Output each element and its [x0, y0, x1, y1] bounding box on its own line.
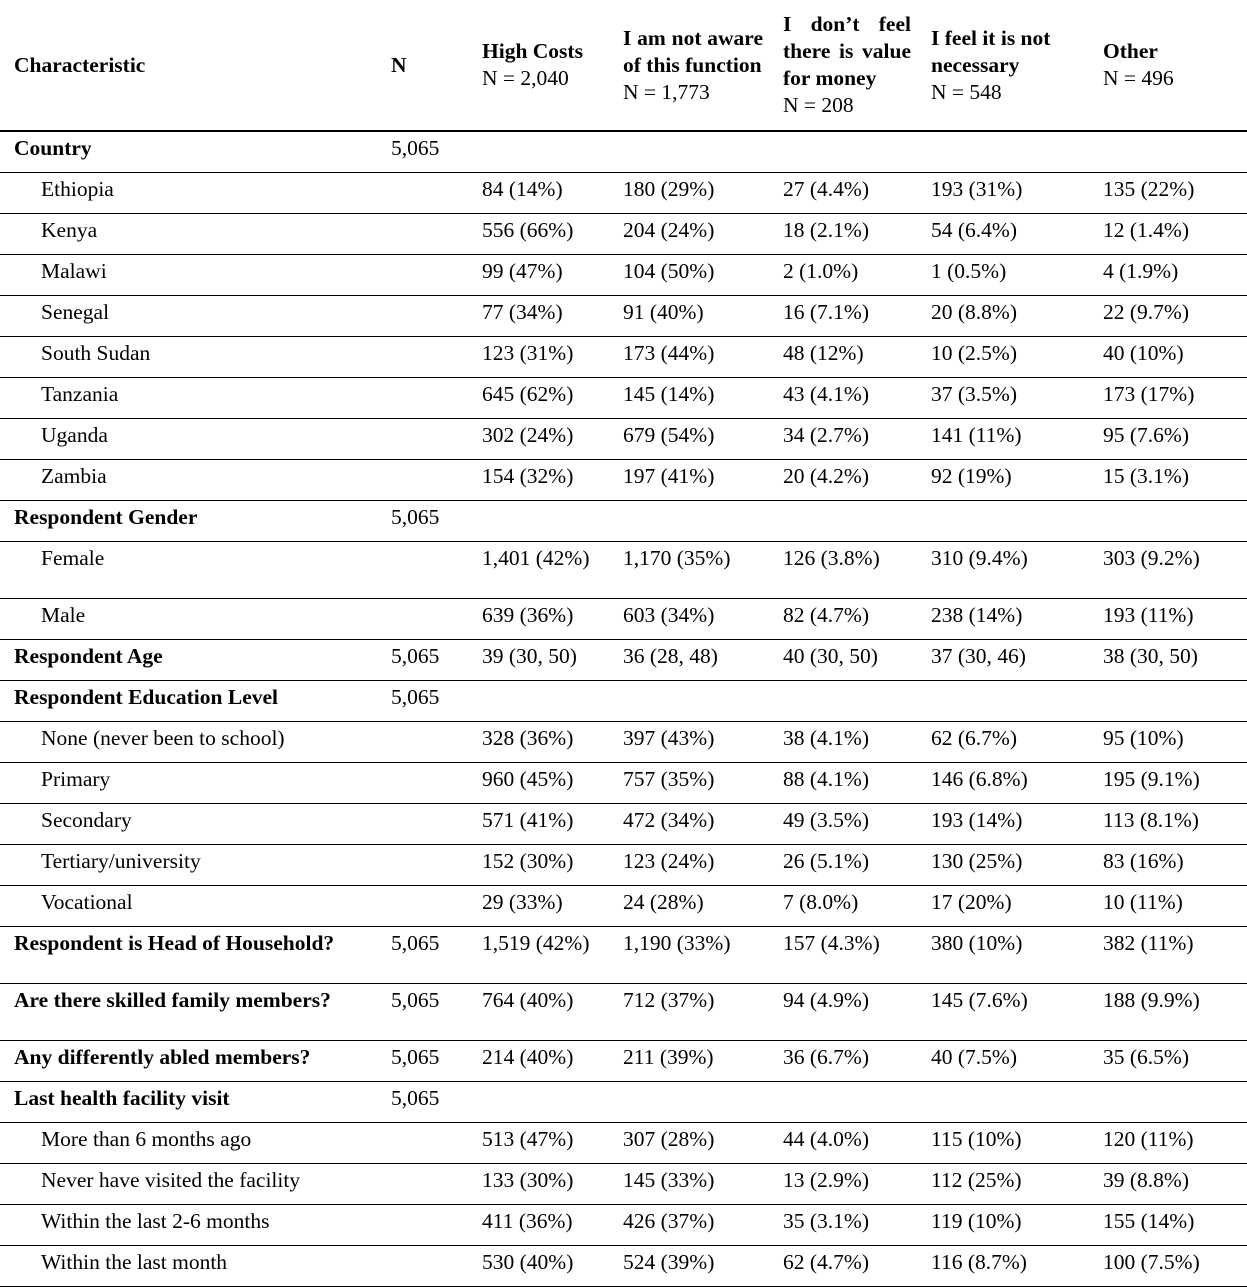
n-cell: 5,065: [377, 1081, 468, 1122]
table-row: [0, 598, 1247, 639]
value-cell: 120 (11%): [1089, 1122, 1247, 1163]
group-label: Respondent Education Level: [0, 680, 377, 721]
value-cell: 195 (9.1%): [1089, 762, 1247, 803]
value-cell: 712 (37%): [609, 983, 769, 1040]
n-cell: [377, 1204, 468, 1245]
n-cell: [377, 803, 468, 844]
group-label: Any differently abled members?: [0, 1040, 377, 1081]
value-cell: 43 (4.1%): [769, 377, 917, 418]
value-cell: 27 (4.4%): [769, 172, 917, 213]
value-cell: [917, 500, 1089, 541]
row-label: Ethiopia: [0, 172, 377, 213]
n-cell: [377, 721, 468, 762]
value-cell: [917, 131, 1089, 172]
value-cell: 126 (3.8%): [769, 541, 917, 598]
value-cell: 62 (4.7%): [769, 1245, 917, 1286]
value-cell: 115 (10%): [917, 1122, 1089, 1163]
value-cell: 472 (34%): [609, 803, 769, 844]
n-cell: [377, 844, 468, 885]
value-cell: [769, 131, 917, 172]
value-cell: 123 (24%): [609, 844, 769, 885]
row-label: Within the last month: [0, 1245, 377, 1286]
value-cell: 426 (37%): [609, 1204, 769, 1245]
n-cell: [377, 336, 468, 377]
value-cell: 39 (30, 50): [468, 639, 609, 680]
value-cell: 119 (10%): [917, 1204, 1089, 1245]
value-cell: 40 (10%): [1089, 336, 1247, 377]
value-cell: 24 (28%): [609, 885, 769, 926]
value-cell: 112 (25%): [917, 1163, 1089, 1204]
value-cell: 193 (14%): [917, 803, 1089, 844]
table-row: [0, 1163, 1247, 1204]
value-cell: 22 (9.7%): [1089, 295, 1247, 336]
value-cell: [468, 680, 609, 721]
header-high-costs: High Costs N = 2,040: [468, 0, 609, 131]
value-cell: [769, 500, 917, 541]
value-cell: 26 (5.1%): [769, 844, 917, 885]
table-group-row: [0, 680, 1247, 721]
n-cell: [377, 295, 468, 336]
value-cell: 13 (2.9%): [769, 1163, 917, 1204]
table-row: [0, 721, 1247, 762]
value-cell: [769, 680, 917, 721]
table-row: [0, 336, 1247, 377]
value-cell: 603 (34%): [609, 598, 769, 639]
row-label: None (never been to school): [0, 721, 377, 762]
value-cell: 95 (10%): [1089, 721, 1247, 762]
value-cell: 82 (4.7%): [769, 598, 917, 639]
value-cell: 302 (24%): [468, 418, 609, 459]
row-label: Kenya: [0, 213, 377, 254]
value-cell: [917, 680, 1089, 721]
value-cell: 145 (7.6%): [917, 983, 1089, 1040]
table-row: [0, 541, 1247, 598]
table-row: [0, 418, 1247, 459]
group-label: Respondent Gender: [0, 500, 377, 541]
value-cell: 38 (30, 50): [1089, 639, 1247, 680]
value-cell: 84 (14%): [468, 172, 609, 213]
value-cell: 91 (40%): [609, 295, 769, 336]
table-row: [0, 885, 1247, 926]
table-header: [0, 0, 1247, 131]
row-label: More than 6 months ago: [0, 1122, 377, 1163]
group-label: Respondent Age: [0, 639, 377, 680]
value-cell: 1,401 (42%): [468, 541, 609, 598]
n-cell: [377, 459, 468, 500]
value-cell: 197 (41%): [609, 459, 769, 500]
value-cell: 48 (12%): [769, 336, 917, 377]
value-cell: 95 (7.6%): [1089, 418, 1247, 459]
table-group-row: [0, 131, 1247, 172]
value-cell: [1089, 1081, 1247, 1122]
table-row: [0, 295, 1247, 336]
value-cell: [468, 500, 609, 541]
n-cell: 5,065: [377, 926, 468, 983]
n-cell: [377, 885, 468, 926]
value-cell: [609, 680, 769, 721]
value-cell: 188 (9.9%): [1089, 983, 1247, 1040]
value-cell: 62 (6.7%): [917, 721, 1089, 762]
value-cell: 44 (4.0%): [769, 1122, 917, 1163]
value-cell: 310 (9.4%): [917, 541, 1089, 598]
header-not-necessary: I feel it is not necessary N = 548: [917, 0, 1089, 131]
value-cell: 7 (8.0%): [769, 885, 917, 926]
value-cell: 54 (6.4%): [917, 213, 1089, 254]
value-cell: 193 (31%): [917, 172, 1089, 213]
value-cell: 113 (8.1%): [1089, 803, 1247, 844]
value-cell: 40 (30, 50): [769, 639, 917, 680]
value-cell: 145 (14%): [609, 377, 769, 418]
table-row: [0, 803, 1247, 844]
header-no-value: I don’t feel there is value for money N = 208: [769, 0, 917, 131]
n-cell: [377, 213, 468, 254]
value-cell: [917, 1081, 1089, 1122]
table-row: [0, 172, 1247, 213]
value-cell: 35 (6.5%): [1089, 1040, 1247, 1081]
value-cell: 123 (31%): [468, 336, 609, 377]
value-cell: 133 (30%): [468, 1163, 609, 1204]
value-cell: 679 (54%): [609, 418, 769, 459]
value-cell: [1089, 131, 1247, 172]
value-cell: 155 (14%): [1089, 1204, 1247, 1245]
table-row: [0, 254, 1247, 295]
value-cell: 154 (32%): [468, 459, 609, 500]
value-cell: 645 (62%): [468, 377, 609, 418]
value-cell: [1089, 680, 1247, 721]
value-cell: 180 (29%): [609, 172, 769, 213]
value-cell: 1,170 (35%): [609, 541, 769, 598]
value-cell: 530 (40%): [468, 1245, 609, 1286]
n-cell: [377, 418, 468, 459]
value-cell: 146 (6.8%): [917, 762, 1089, 803]
value-cell: 1 (0.5%): [917, 254, 1089, 295]
group-label: Country: [0, 131, 377, 172]
n-cell: 5,065: [377, 500, 468, 541]
table-row: [0, 1204, 1247, 1245]
value-cell: 157 (4.3%): [769, 926, 917, 983]
header-n: N: [377, 0, 468, 131]
value-cell: 303 (9.2%): [1089, 541, 1247, 598]
group-label: Are there skilled family members?: [0, 983, 377, 1040]
value-cell: [609, 500, 769, 541]
value-cell: 145 (33%): [609, 1163, 769, 1204]
value-cell: 135 (22%): [1089, 172, 1247, 213]
table-row: [0, 1122, 1247, 1163]
row-label: Senegal: [0, 295, 377, 336]
group-label: Respondent is Head of Household?: [0, 926, 377, 983]
n-cell: [377, 377, 468, 418]
value-cell: [609, 131, 769, 172]
table-row: [0, 844, 1247, 885]
table-group-row: [0, 926, 1247, 983]
value-cell: 40 (7.5%): [917, 1040, 1089, 1081]
value-cell: 36 (6.7%): [769, 1040, 917, 1081]
value-cell: 757 (35%): [609, 762, 769, 803]
group-label: Last health facility visit: [0, 1081, 377, 1122]
value-cell: [769, 1081, 917, 1122]
table-row: [0, 459, 1247, 500]
row-label: Malawi: [0, 254, 377, 295]
row-label: Primary: [0, 762, 377, 803]
header-characteristic: Characteristic: [0, 0, 377, 131]
n-cell: [377, 1122, 468, 1163]
value-cell: 37 (3.5%): [917, 377, 1089, 418]
value-cell: 15 (3.1%): [1089, 459, 1247, 500]
value-cell: 10 (11%): [1089, 885, 1247, 926]
value-cell: 18 (2.1%): [769, 213, 917, 254]
value-cell: 1,190 (33%): [609, 926, 769, 983]
value-cell: 17 (20%): [917, 885, 1089, 926]
row-label: Tanzania: [0, 377, 377, 418]
value-cell: 380 (10%): [917, 926, 1089, 983]
value-cell: 141 (11%): [917, 418, 1089, 459]
value-cell: 382 (11%): [1089, 926, 1247, 983]
n-cell: [377, 762, 468, 803]
value-cell: [1089, 500, 1247, 541]
value-cell: 152 (30%): [468, 844, 609, 885]
row-label: Never have visited the facility: [0, 1163, 377, 1204]
value-cell: 12 (1.4%): [1089, 213, 1247, 254]
n-cell: 5,065: [377, 1040, 468, 1081]
value-cell: 99 (47%): [468, 254, 609, 295]
table-body: [0, 131, 1247, 1286]
table-row: [0, 213, 1247, 254]
value-cell: [468, 131, 609, 172]
n-cell: 5,065: [377, 983, 468, 1040]
value-cell: 37 (30, 46): [917, 639, 1089, 680]
n-cell: [377, 541, 468, 598]
value-cell: 39 (8.8%): [1089, 1163, 1247, 1204]
n-cell: [377, 172, 468, 213]
value-cell: 29 (33%): [468, 885, 609, 926]
table-group-row: [0, 983, 1247, 1040]
value-cell: 214 (40%): [468, 1040, 609, 1081]
value-cell: 960 (45%): [468, 762, 609, 803]
value-cell: 34 (2.7%): [769, 418, 917, 459]
n-cell: 5,065: [377, 131, 468, 172]
table-group-row: [0, 1081, 1247, 1122]
row-label: Female: [0, 541, 377, 598]
value-cell: 88 (4.1%): [769, 762, 917, 803]
value-cell: 173 (44%): [609, 336, 769, 377]
value-cell: 571 (41%): [468, 803, 609, 844]
header-not-aware: I am not aware of this function N = 1,773: [609, 0, 769, 131]
table-group-row: [0, 500, 1247, 541]
value-cell: 764 (40%): [468, 983, 609, 1040]
value-cell: 35 (3.1%): [769, 1204, 917, 1245]
table-row: [0, 377, 1247, 418]
value-cell: 328 (36%): [468, 721, 609, 762]
value-cell: 2 (1.0%): [769, 254, 917, 295]
value-cell: 49 (3.5%): [769, 803, 917, 844]
value-cell: 16 (7.1%): [769, 295, 917, 336]
value-cell: 524 (39%): [609, 1245, 769, 1286]
value-cell: 556 (66%): [468, 213, 609, 254]
value-cell: 104 (50%): [609, 254, 769, 295]
row-label: Secondary: [0, 803, 377, 844]
value-cell: 173 (17%): [1089, 377, 1247, 418]
n-cell: [377, 598, 468, 639]
table-group-row: [0, 1040, 1247, 1081]
value-cell: 238 (14%): [917, 598, 1089, 639]
row-label: Within the last 2-6 months: [0, 1204, 377, 1245]
n-cell: [377, 1163, 468, 1204]
header-other: Other N = 496: [1089, 0, 1247, 131]
value-cell: 92 (19%): [917, 459, 1089, 500]
value-cell: 20 (4.2%): [769, 459, 917, 500]
value-cell: 36 (28, 48): [609, 639, 769, 680]
value-cell: 639 (36%): [468, 598, 609, 639]
row-label: Uganda: [0, 418, 377, 459]
row-label: Zambia: [0, 459, 377, 500]
value-cell: 77 (34%): [468, 295, 609, 336]
value-cell: 130 (25%): [917, 844, 1089, 885]
row-label: Tertiary/university: [0, 844, 377, 885]
value-cell: 10 (2.5%): [917, 336, 1089, 377]
value-cell: 1,519 (42%): [468, 926, 609, 983]
value-cell: [609, 1081, 769, 1122]
value-cell: 20 (8.8%): [917, 295, 1089, 336]
value-cell: 4 (1.9%): [1089, 254, 1247, 295]
value-cell: 38 (4.1%): [769, 721, 917, 762]
table-row: [0, 762, 1247, 803]
value-cell: 100 (7.5%): [1089, 1245, 1247, 1286]
n-cell: 5,065: [377, 680, 468, 721]
value-cell: 211 (39%): [609, 1040, 769, 1081]
value-cell: 307 (28%): [609, 1122, 769, 1163]
table-group-row: [0, 639, 1247, 680]
row-label: South Sudan: [0, 336, 377, 377]
row-label: Vocational: [0, 885, 377, 926]
value-cell: 397 (43%): [609, 721, 769, 762]
value-cell: 204 (24%): [609, 213, 769, 254]
n-cell: [377, 254, 468, 295]
n-cell: 5,065: [377, 639, 468, 680]
value-cell: 94 (4.9%): [769, 983, 917, 1040]
value-cell: 411 (36%): [468, 1204, 609, 1245]
value-cell: 83 (16%): [1089, 844, 1247, 885]
value-cell: 116 (8.7%): [917, 1245, 1089, 1286]
row-label: Male: [0, 598, 377, 639]
value-cell: 513 (47%): [468, 1122, 609, 1163]
value-cell: 193 (11%): [1089, 598, 1247, 639]
value-cell: [468, 1081, 609, 1122]
